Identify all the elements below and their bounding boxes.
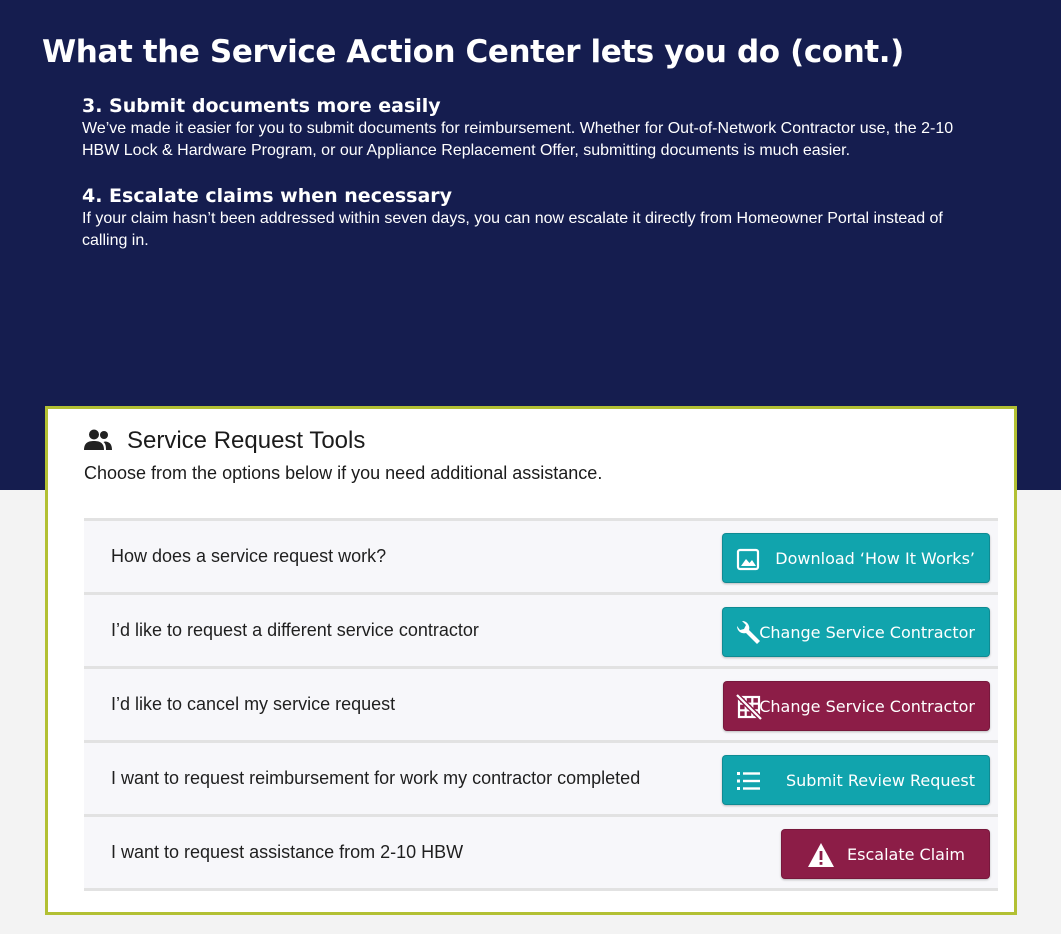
feature-heading: 3. Submit documents more easily <box>82 95 441 117</box>
feature-escalate-claims <box>82 184 982 252</box>
image-icon <box>733 544 763 574</box>
list-item <box>84 817 998 891</box>
button-label: Submit Review Request <box>785 770 975 790</box>
feature-submit-documents <box>82 94 982 162</box>
list-icon <box>733 766 763 796</box>
card-title: Service Request Tools <box>127 427 366 454</box>
change-service-contractor-button[interactable] <box>722 607 990 657</box>
card-subtitle: Choose from the options below if you need additional assistance. <box>84 463 603 483</box>
button-label: Escalate Claim <box>847 844 965 864</box>
feature-body: If your claim hasn’t been addressed within seven days, you can now escalate it directly from Homeowner Portal instead of calling in. <box>82 210 943 249</box>
page-title: What the Service Action Center lets you do (cont.) <box>42 34 904 70</box>
button-label: Change Service Contractor <box>759 696 975 716</box>
row-label: I want to request reimbursement for work my contractor completed <box>111 768 641 788</box>
row-label: I want to request assistance from 2-10 HBW <box>111 842 464 862</box>
people-icon <box>84 429 112 451</box>
tools-list <box>84 518 998 891</box>
button-label: Change Service Contractor <box>759 622 975 642</box>
list-item <box>84 595 998 669</box>
submit-review-request-button[interactable] <box>722 755 990 805</box>
download-how-it-works-button[interactable] <box>722 533 990 583</box>
list-item <box>84 669 998 743</box>
row-label: How does a service request work? <box>111 546 387 566</box>
service-request-tools-card <box>45 406 1017 915</box>
feature-body: We’ve made it easier for you to submit documents for reimbursement. Whether for Out-of-Network Contractor use, the 2-10 HBW Lock & Hardware Program, or our Appliance Replacement Offer, submitting documents is much easier. <box>82 120 954 159</box>
button-label: Download ‘How It Works’ <box>775 548 975 568</box>
feature-heading: 4. Escalate claims when necessary <box>82 185 453 207</box>
list-item <box>84 743 998 817</box>
cancel-request-button[interactable] <box>723 681 990 731</box>
list-item <box>84 521 998 595</box>
row-label: I’d like to cancel my service request <box>111 694 396 714</box>
escalate-claim-button[interactable] <box>781 829 990 879</box>
row-label: I’d like to request a different service contractor <box>111 620 479 640</box>
warning-icon <box>806 840 836 870</box>
